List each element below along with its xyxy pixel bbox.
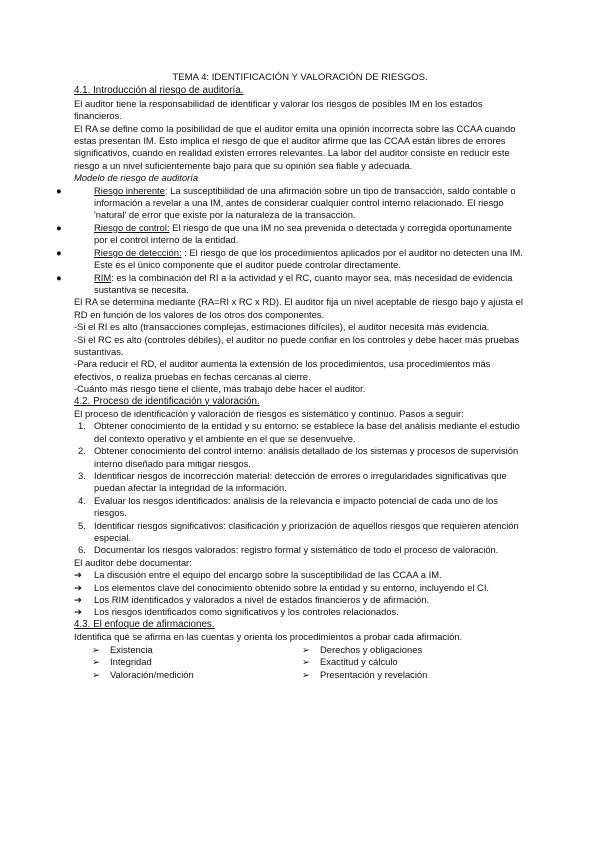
list-item (74, 656, 300, 668)
list-item (300, 669, 526, 681)
list-item (74, 594, 526, 606)
step-number: 3. (78, 470, 86, 481)
list-item (74, 644, 300, 656)
item-text: Exactitud y cálculo (320, 656, 398, 668)
list-item (56, 221, 526, 247)
item-text: Los elementos clave del conocimiento obtenido sobre la entidad y su entorno, incluyendo el CI. (94, 581, 490, 593)
item-text: Presentación y revelación (320, 668, 428, 680)
bullet-icon: ● (56, 221, 62, 233)
arrow-icon: ➔ (74, 606, 82, 618)
list-item (74, 569, 526, 581)
arrow-icon: ➔ (74, 581, 82, 593)
paragraph: El auditor tiene la responsabilidad de identificar y valorar los riesgos de posibles IM en los estados financieros. (74, 97, 483, 122)
chevron-icon: ➢ (92, 668, 100, 680)
item-text: Integridad (110, 656, 152, 668)
steps-list (74, 420, 526, 556)
item-text: Derechos y obligaciones (320, 643, 423, 655)
item-text: Valoración/medición (110, 668, 194, 680)
step-text: Documentar los riesgos valorados: registro formal y sistemático de todo el proceso de valoración. (94, 544, 499, 556)
paragraph: Identifica qué se afirma en las cuentas y orienta los procedimientos a probar cada afirmación. (74, 631, 463, 643)
paragraph: El RA se define como la posibilidad de que el auditor emita una opinión incorrecta sobre las CCAA cuando estas presentan IM. Esto implica el riesgo de que el auditor afirme que las CCAA están libres de errores significativos, cuando en realidad existen errores relevantes. La labor del auditor consiste en reducir este riesgo a un nivel suficientemente bajo para que su opinión sea fiable y adecuada. (74, 122, 516, 171)
assertions-left (74, 644, 300, 681)
list-item (74, 470, 526, 495)
chevron-icon: ➢ (302, 668, 310, 680)
list-item (56, 246, 526, 272)
section-4-2-heading: 4.2. Proceso de identificación y valoración. (74, 395, 260, 407)
paragraph: -Cuánto más riesgo tiene el cliente, más trabajo debe hacer el auditor. (74, 383, 366, 395)
step-text: Identificar riesgos significativos: clasificación y priorización de aquellos riesgos que requieren atención especial. (94, 519, 519, 544)
definition: : es la combinación del RI a la actividad y el RC, cuanto mayor sea, más necesidad de evidencia sustantiva se necesita. (94, 271, 513, 295)
item-text: Los RIM identificados y valorados a nivel de estados financieros y de afirmación. (94, 594, 430, 606)
step-number: 2. (78, 445, 86, 457)
list-item (300, 644, 526, 656)
chevron-icon: ➢ (302, 656, 310, 668)
term: Riesgo de detección: (94, 246, 182, 258)
paragraph: -Si el RC es alto (controles débiles), el auditor no puede confiar en los controles y debe hacer más pruebas sustantivas. (74, 333, 520, 357)
list-item (74, 582, 526, 594)
list-item (300, 656, 526, 668)
list-item (74, 544, 526, 556)
bullet-icon: ● (56, 271, 62, 283)
item-text: Los riesgos identificados como significativos y los controles relacionados. (94, 606, 399, 618)
step-number: 5. (78, 519, 86, 531)
item-text: Existencia (110, 643, 153, 655)
step-number: 1. (78, 420, 86, 432)
list-item (74, 606, 526, 618)
definition: El riesgo de que una IM no sea prevenida o detectada y corregida oportunamente por el control interno de la entidad. (94, 221, 512, 246)
list-item (56, 184, 526, 222)
section-4-1-heading: 4.1. Introducción al riesgo de auditoría. (74, 85, 244, 97)
paragraph: -Si el RI es alto (transacciones complejas, estimaciones difíciles), el auditor necesita más evidencia. (74, 321, 490, 333)
list-item (74, 420, 526, 445)
term: RIM (94, 271, 112, 283)
item-text: La discusión entre el equipo del encargo sobre la susceptibilidad de las CCAA a IM. (94, 569, 442, 581)
chevron-icon: ➢ (92, 656, 100, 668)
list-item (56, 271, 526, 297)
document-title: TEMA 4: IDENTIFICACIÓN Y VALORACIÓN DE RIESGOS. (172, 72, 428, 83)
definition: : El riesgo de que los procedimientos aplicados por el auditor no detecten una IM. Este es el único componente que el auditor puede controlar directamente. (94, 246, 523, 271)
step-text: Identificar riesgos de incorrección material: detección de errores o irregularidades significativas que puedan afectar la integridad de la información. (94, 470, 507, 494)
list-item (74, 445, 526, 470)
step-number: 4. (78, 494, 86, 506)
paragraph: El auditor debe documentar: (74, 556, 192, 568)
assertions-right (300, 644, 526, 681)
term: Riesgo de control: (94, 221, 170, 233)
definition: : La susceptibilidad de una afirmación sobre un tipo de transacción, saldo contable o información a revelar a una IM, antes de considerar cualquier control interno relacionado. El riesgo 'natural' de error que existe por la naturaleza de la transacción. (94, 184, 516, 221)
list-item (74, 669, 300, 681)
chevron-icon: ➢ (302, 643, 310, 655)
paragraph: El RA se determina mediante (RA=RI x RC x RD). El auditor fija un nivel aceptable de riesgo bajo y ajusta el RD en función de los valores de los otros dos componentes. (74, 296, 523, 320)
model-subtitle: Modelo de riesgo de auditoría (74, 172, 199, 184)
arrow-icon: ➔ (74, 594, 82, 606)
step-text: Evaluar los riesgos identificados: análisis de la relevancia e impacto potencial de cada uno de los riesgos. (94, 494, 498, 519)
term: Riesgo inherente (94, 184, 165, 196)
arrow-icon: ➔ (74, 569, 82, 581)
documentation-list (74, 569, 526, 619)
risk-model-list (56, 184, 526, 297)
step-text: Obtener conocimiento del control interno: análisis detallado de los sistemas y procesos de supervisión interno diseñado para mitigar riesgos. (94, 445, 519, 469)
paragraph: -Para reducir el RD, el auditor aumenta la extensión de los procedimientos, usa procedimientos más efectivos, o realiza pruebas en fechas cercanas al cierre. (74, 358, 491, 382)
bullet-icon: ● (56, 246, 62, 258)
bullet-icon: ● (56, 184, 62, 196)
chevron-icon: ➢ (92, 643, 100, 655)
list-item (74, 495, 526, 520)
step-text: Obtener conocimiento de la entidad y su entorno: se establece la base del análisis mediante el estudio del contexto operativo y el ambiente en el que se desenvuelve. (94, 420, 520, 444)
step-number: 6. (78, 544, 86, 556)
paragraph: El proceso de identificación y valoración de riesgos es sistemático y continuo. Pasos a seguir: (74, 407, 464, 419)
assertions-columns (74, 644, 526, 681)
section-4-3-heading: 4.3. El enfoque de afirmaciones. (74, 618, 215, 630)
document-page (56, 72, 526, 681)
list-item (74, 520, 526, 545)
